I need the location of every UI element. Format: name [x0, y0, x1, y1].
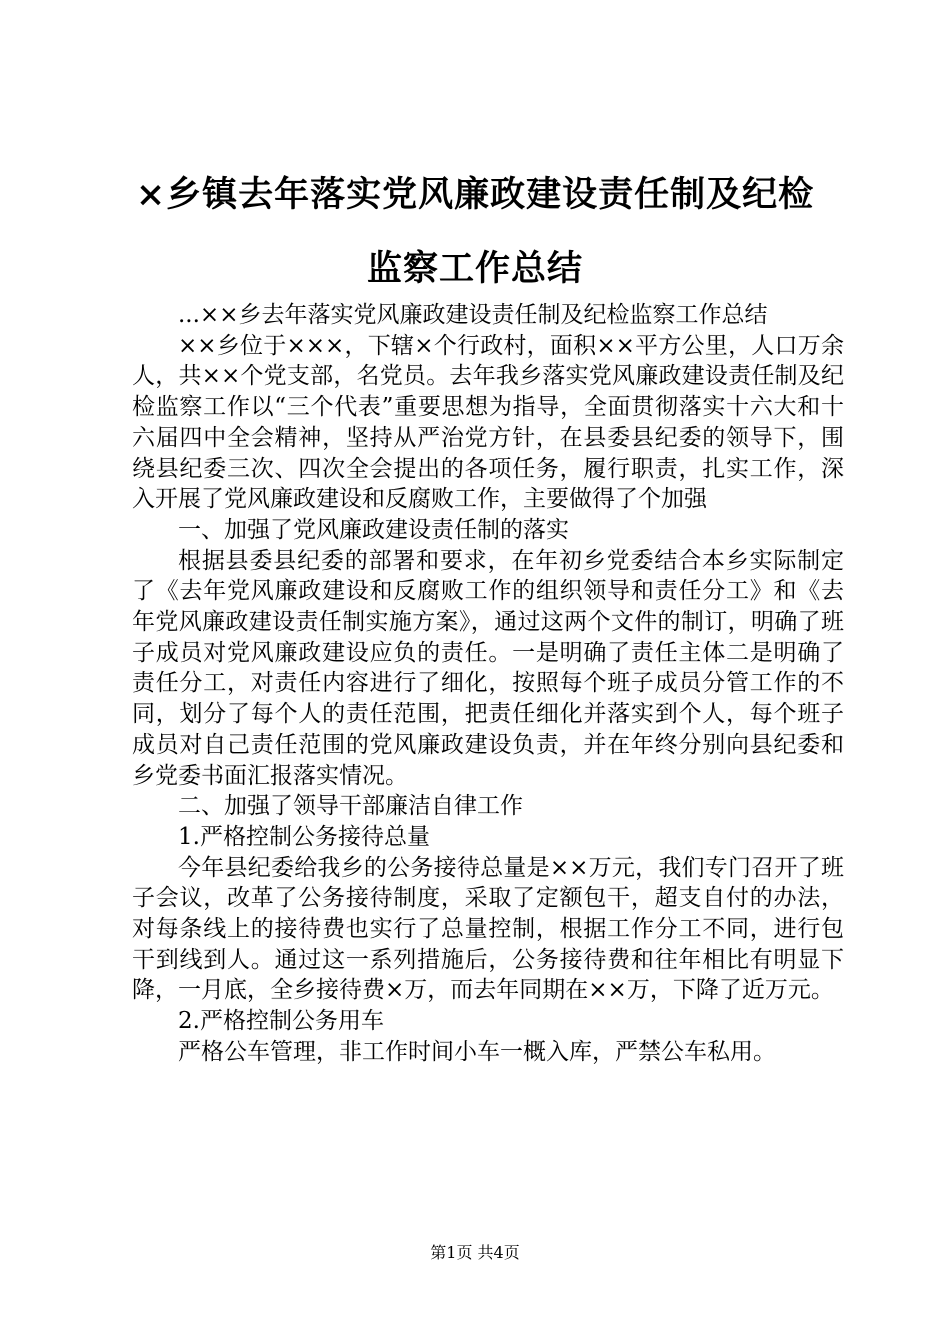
- document-title: ×乡镇去年落实党风廉政建设责任制及纪检监察工作总结: [135, 174, 815, 289]
- subheading-vehicles: 2.严格控制公务用车: [178, 1008, 384, 1035]
- document-body: [132, 300, 844, 1068]
- subheading-reception: 1.严格控制公务接待总量: [178, 823, 430, 850]
- section-heading-2: 二、加强了领导干部廉洁自律工作: [178, 793, 523, 820]
- paragraph-reception: 今年县纪委给我乡的公务接待总量是××万元，我们专门召开了班子会议，改革了公务接待制度，采取了定额包干，超支自付的办法，对每条线上的接待费也实行了总量控制，根据工作分工不同，进行包干到线到人。通过这一系列措施后，公务接待费和往年相比有明显下降，一月底，全乡接待费×万，而去年同期在××万，下降了近万元。: [132, 854, 844, 1004]
- paragraph-responsibility: 根据县委县纪委的部署和要求，在年初乡党委结合本乡实际制定了《去年党风廉政建设和反腐败工作的组织领导和责任分工》和《去年党风廉政建设责任制实施方案》，通过这两个文件的制订，明确了班子成员对党风廉政建设应负的责任。一是明确了责任主体二是明确了责任分工，对责任内容进行了细化，按照每个班子成员分管工作的不同，划分了每个人的责任范围，把责任细化并落实到个人，每个班子成员对自己责任范围的党风廉政建设负责，并在年终分别向县纪委和乡党委书面汇报落实情况。: [132, 547, 844, 789]
- paragraph-overview: ××乡位于×××，下辖×个行政村，面积××平方公里，人口万余人，共××个党支部，名党员。去年我乡落实党风廉政建设责任制及纪检监察工作以“三个代表”重要思想为指导，全面贯彻落实十六大和十六届四中全会精神，坚持从严治党方针，在县委县纪委的领导下，围绕县纪委三次、四次全会提出的各项任务，履行职责，扎实工作，深入开展了党风廉政建设和反腐败工作，主要做得了个加强: [132, 332, 844, 513]
- paragraph-vehicles: 严格公车管理，非工作时间小车一概入库，严禁公车私用。: [178, 1038, 776, 1065]
- paragraph-intro-heading: ...××乡去年落实党风廉政建设责任制及纪检监察工作总结: [178, 302, 768, 328]
- section-heading-1: 一、加强了党风廉政建设责任制的落实: [178, 516, 569, 543]
- page-number: 第1页 共4页: [430, 1243, 520, 1262]
